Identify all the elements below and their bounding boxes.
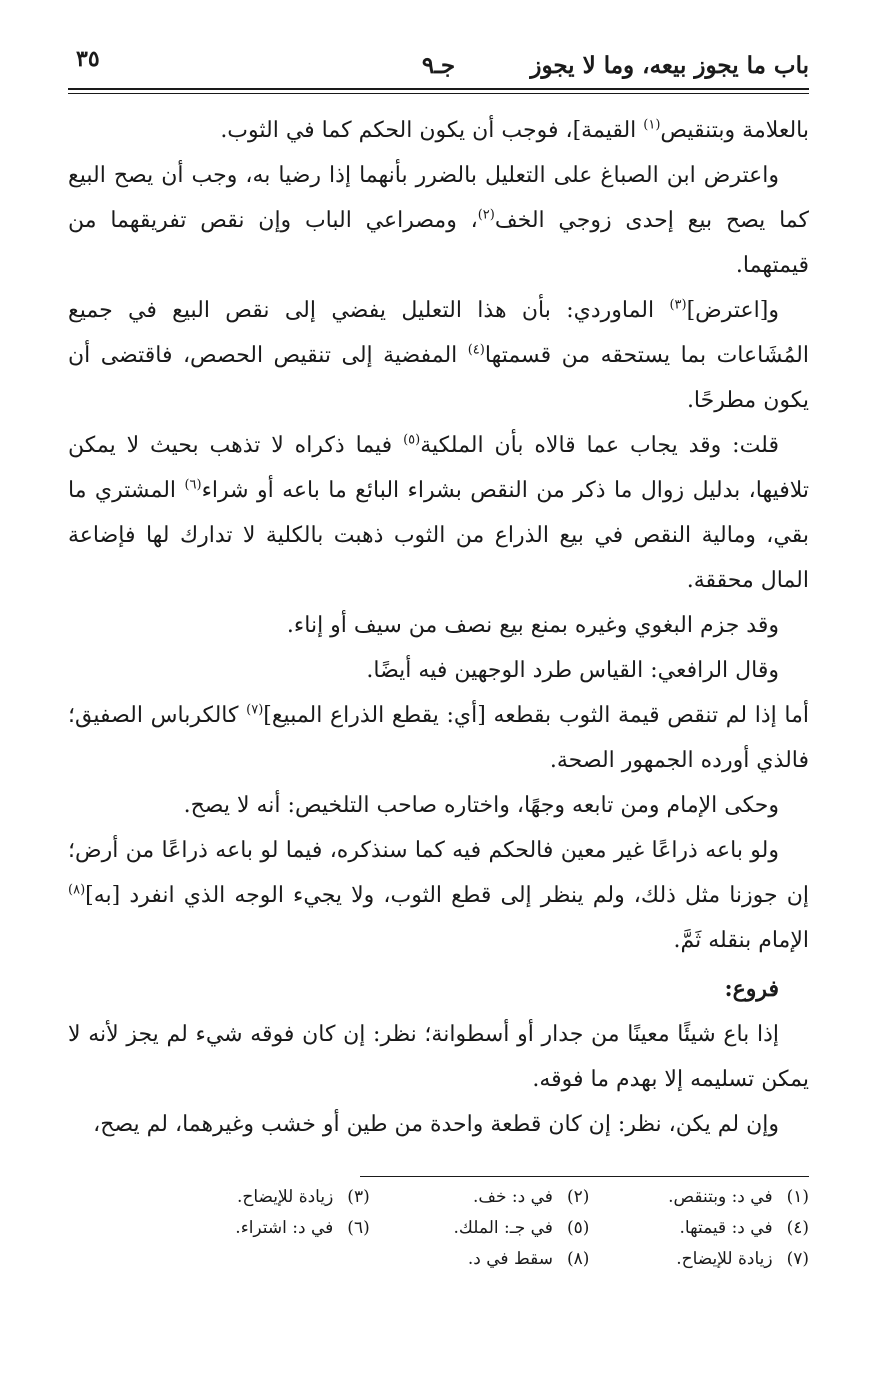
footnote-number: (٦) <box>347 1218 370 1238</box>
footnote-row <box>150 1213 809 1244</box>
footnote-ref: (٥) <box>403 432 421 448</box>
footnote-number: (٨) <box>566 1249 590 1269</box>
header-rule-thin <box>68 93 809 94</box>
footnote-ref: (٤) <box>467 342 485 358</box>
footnote <box>589 1244 809 1275</box>
text-segment: وقال الرافعي: القياس طرد الوجهين فيه أيضًا. <box>366 658 779 683</box>
text-segment: وإن لم يكن، نظر: إن كان قطعة واحدة من طين أو خشب وغيرهما، لم يصح، <box>93 1112 779 1137</box>
footnote-text: في د: قيمتها. <box>679 1218 773 1238</box>
footnote-text: في د: خف. <box>473 1187 553 1207</box>
footnote-number: (٤) <box>786 1218 809 1238</box>
footnote-text: في د: اشتراء. <box>235 1218 334 1238</box>
paragraph <box>68 603 809 648</box>
text-segment: قلت: وقد يجاب عما قالاه بأن الملكية <box>420 433 779 458</box>
footnote-text: زيادة للإيضاح. <box>676 1249 773 1269</box>
footnote <box>589 1182 809 1213</box>
footnote-ref: (٦) <box>184 477 202 493</box>
footnote-text: سقط في د. <box>467 1249 553 1269</box>
text-segment: بالعلامة وبتنقيص <box>660 118 809 143</box>
running-header <box>68 46 809 86</box>
paragraph <box>68 108 809 153</box>
main-text <box>68 108 809 1147</box>
footnote <box>150 1182 370 1213</box>
header-rule <box>68 88 809 90</box>
footnote-row <box>150 1182 809 1213</box>
footnote-number: (٢) <box>566 1187 590 1207</box>
footnote-ref: (٣) <box>669 297 687 313</box>
text-segment: ، ومصراعي الباب وإن نقص تفريقهما من قيمتهما. <box>68 208 809 278</box>
footnote-number: (١) <box>786 1187 809 1207</box>
text-segment: و[اعترض] <box>686 298 779 323</box>
footnote-number: (٧) <box>786 1249 809 1269</box>
section-heading: فروع: <box>724 976 779 1002</box>
footnote-row <box>150 1244 809 1275</box>
text-segment: الإمام بنقله ثَمَّ. <box>673 928 809 953</box>
text-segment: وحكى الإمام ومن تابعه وجهًا، واختاره صاحب التلخيص: أنه لا يصح. <box>183 793 779 818</box>
footnote-text: في جـ: الملك. <box>453 1218 553 1238</box>
paragraph <box>68 1012 809 1102</box>
text-segment: كالكرباس الصفيق؛ فالذي أورده الجمهور الصحة. <box>68 703 809 773</box>
text-segment: فيما ذكراه لا تذهب بحيث لا يمكن تلافيها، بدليل زوال ما ذكر من النقص بشراء البائع ما باعه أو شراء <box>68 433 809 503</box>
paragraph <box>68 693 809 783</box>
footnotes <box>150 1182 809 1275</box>
text-segment: أما إذا لم تنقص قيمة الثوب بقطعه [أي: يقطع الذراع المبيع] <box>263 703 809 728</box>
text-segment: واعترض ابن الصباغ على التعليل بالضرر بأنهما إذا رضيا به، وجب أن يصح البيع كما يصح بيع إحدى زوجي الخف <box>68 163 809 233</box>
text-segment: ولو باعه ذراعًا غير معين فالحكم فيه كما سنذكره، فيما لو باعه ذراعًا من أرض؛ إن جوزنا مثل ذلك، ولم ينظر إلى قطع الثوب، ولا يجيء الوجه الذي انفرد [به] <box>68 838 809 908</box>
text-segment: المفضية إلى تنقيص الحصص، فاقتضى أن يكون مطرحًا. <box>68 343 809 413</box>
paragraph <box>68 423 809 603</box>
footnote-rule <box>360 1176 809 1177</box>
text-segment: القيمة]، فوجب أن يكون الحكم كما في الثوب. <box>220 118 644 143</box>
paragraph-group-after <box>68 1012 809 1147</box>
footnote-text: زيادة للإيضاح. <box>236 1187 334 1207</box>
footnote-ref: (١) <box>643 117 661 133</box>
footnote <box>370 1213 590 1244</box>
text-segment: المشتري ما بقي، ومالية النقص في بيع الذراع من الثوب ذهبت بالكلية لا تدارك لها فإضاعة المال محققة. <box>68 478 809 593</box>
paragraph <box>68 1102 809 1147</box>
footnote <box>150 1213 370 1244</box>
text-segment: الماوردي: بأن هذا التعليل يفضي إلى نقص البيع في جميع المُشَاعات بما يستحقه من قسمتها <box>68 298 809 368</box>
paragraph <box>68 783 809 828</box>
paragraph <box>68 288 809 423</box>
footnote-ref: (٨) <box>68 882 86 898</box>
page-number: ٣٥ <box>76 46 100 72</box>
footnote-ref: (٢) <box>477 207 495 223</box>
paragraph <box>68 648 809 693</box>
footnote <box>589 1213 809 1244</box>
volume-label: جـ٩ <box>421 52 456 79</box>
footnote-number: (٣) <box>347 1187 370 1207</box>
footnote <box>370 1244 590 1275</box>
paragraph <box>68 153 809 288</box>
paragraph-group <box>68 108 809 963</box>
text-segment: إذا باع شيئًا معينًا من جدار أو أسطوانة؛ نظر: إن كان فوقه شيء لم يجز لأنه لا يمكن تسليمه إلا بهدم ما فوقه. <box>68 1022 809 1092</box>
footnote-text: في د: وبتنقص. <box>668 1187 773 1207</box>
footnote-ref: (٧) <box>246 702 264 718</box>
footnote <box>370 1182 590 1213</box>
footnote-number: (٥) <box>566 1218 590 1238</box>
chapter-title: باب ما يجوز بيعه، وما لا يجوز <box>530 52 809 79</box>
text-segment: وقد جزم البغوي وغيره بمنع بيع نصف من سيف أو إناء. <box>286 613 779 638</box>
paragraph <box>68 828 809 963</box>
